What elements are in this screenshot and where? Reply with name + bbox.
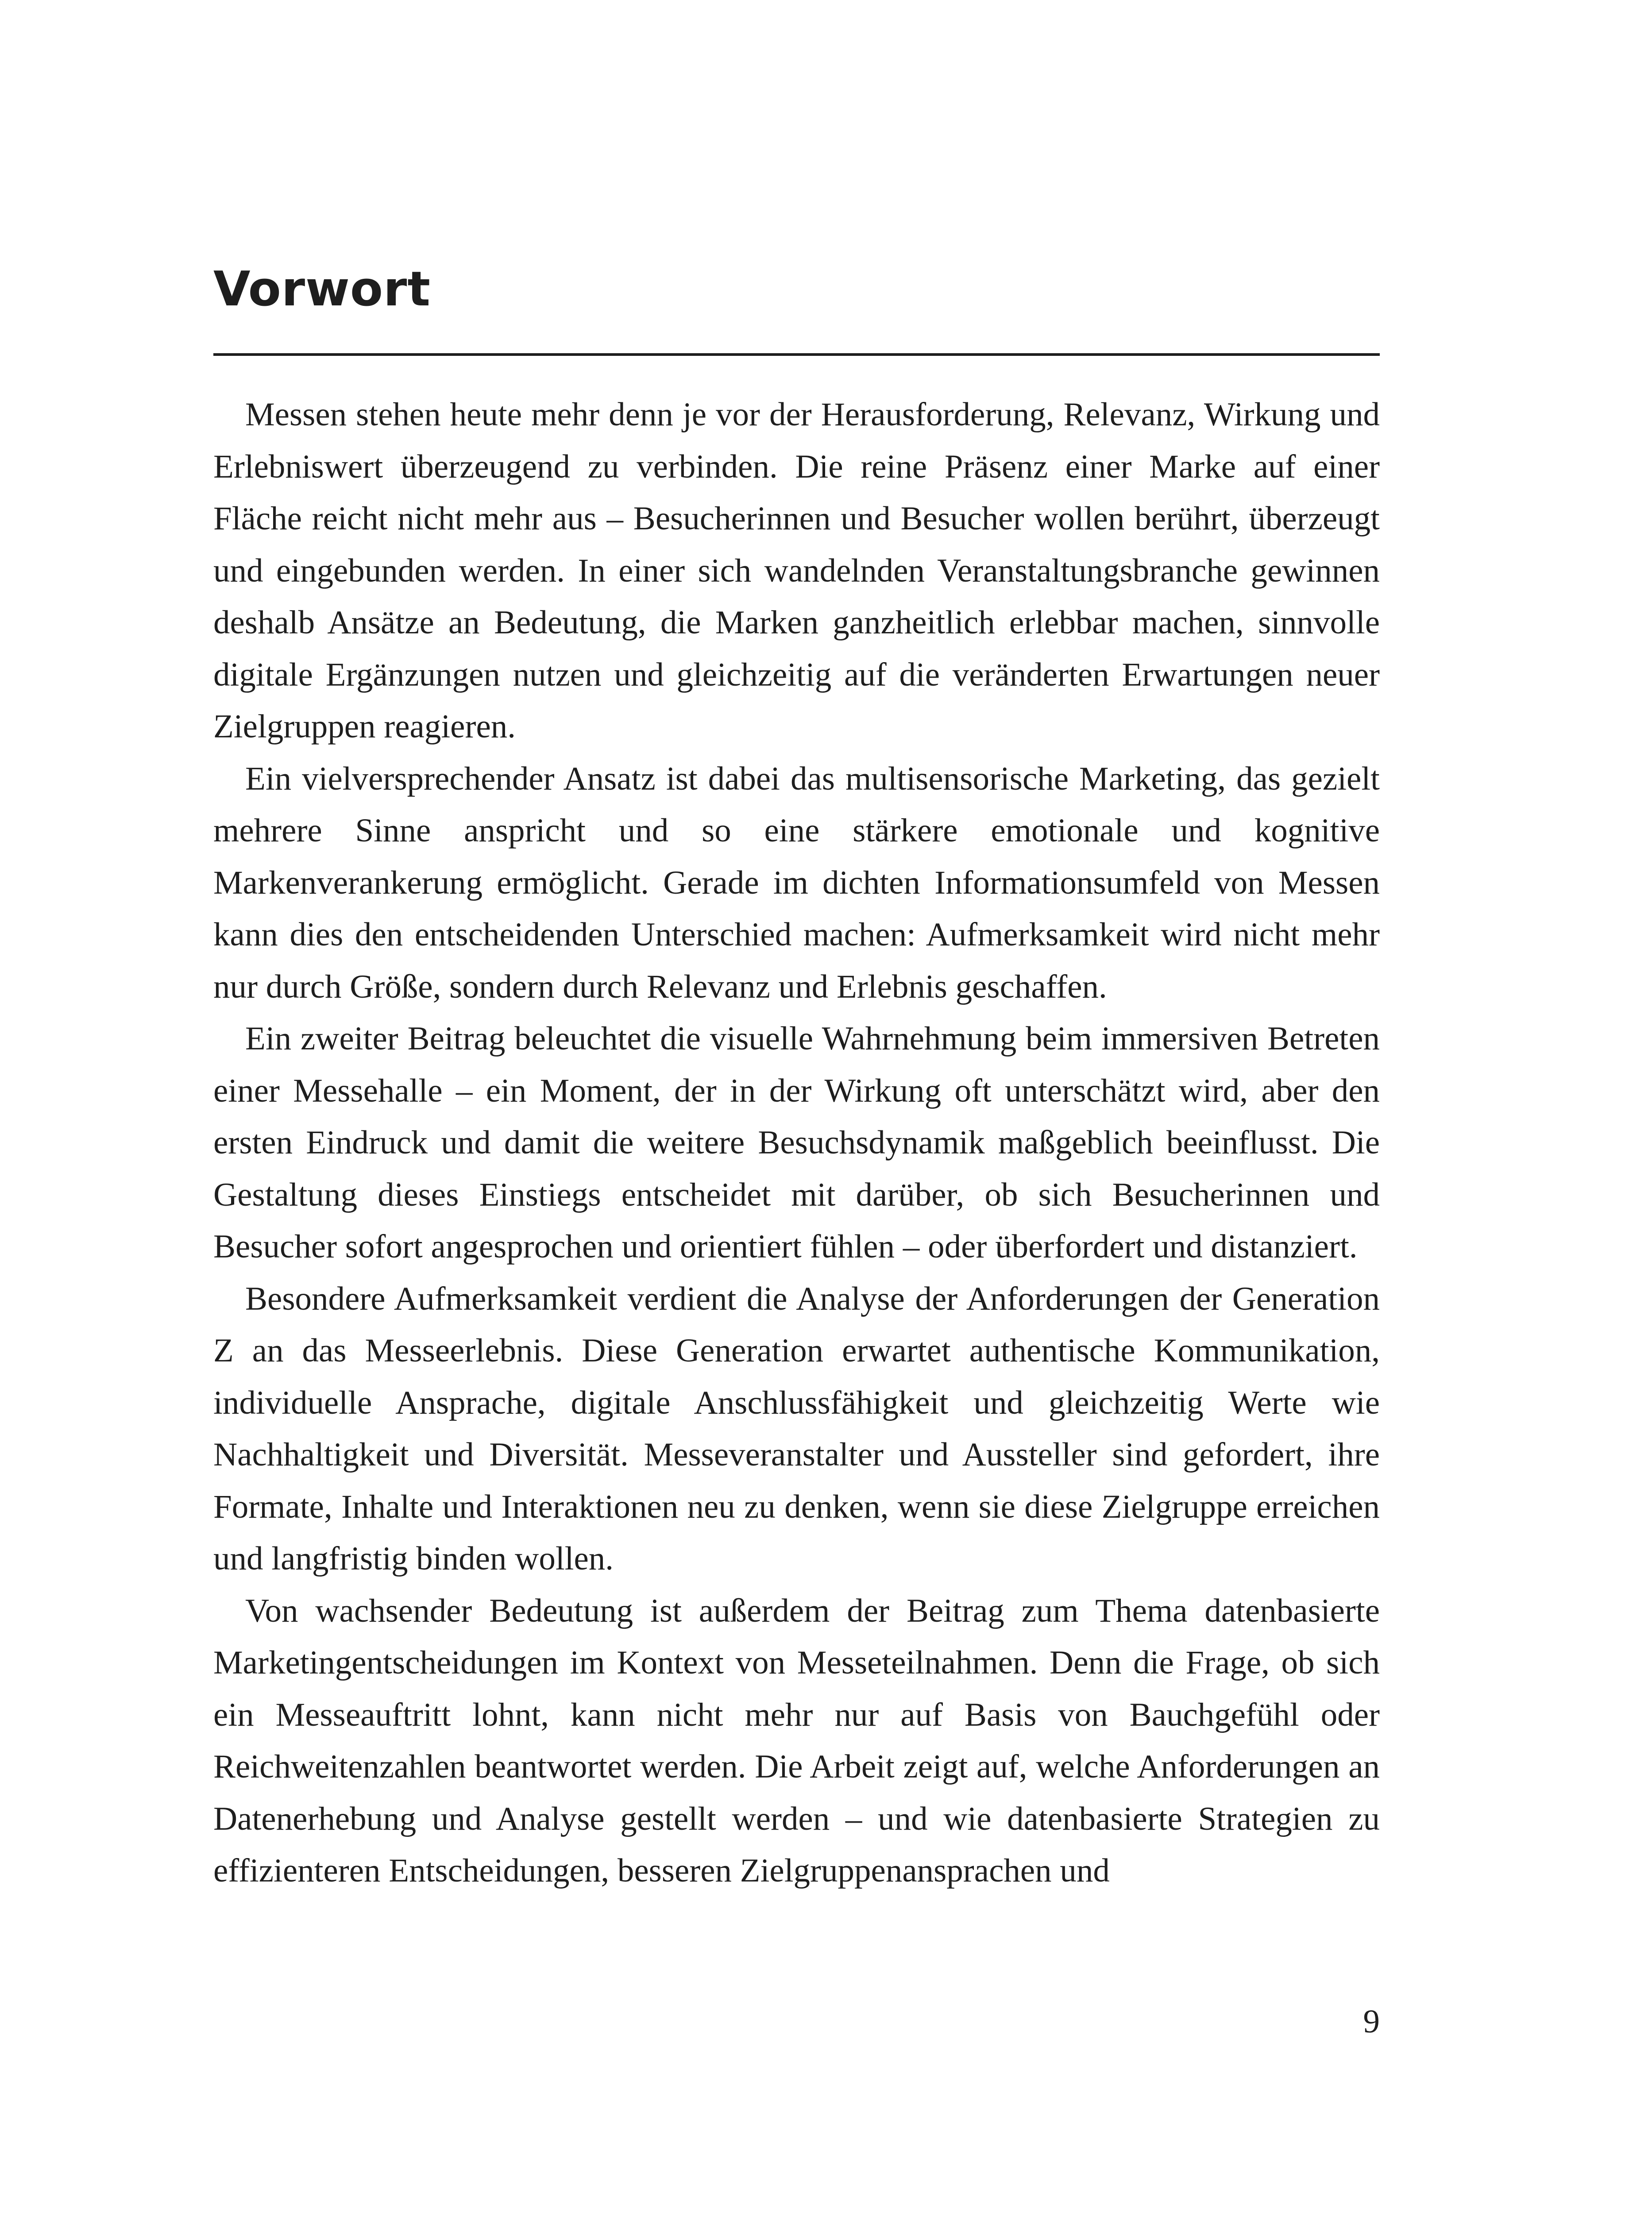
page-number: 9: [1363, 2003, 1380, 2040]
paragraph-5: Von wachsender Bedeutung ist außerdem der Beitrag zum Thema datenbasierte Marketingentscheidungen im Kontext von Messeteilnahmen. Denn die Frage, ob sich ein Messeauftritt lohnt, kann nicht mehr nur auf Basis von Bauchgefühl oder Reichweitenzahlen beantwortet werden. Die Arbeit zeigt auf, welche Anforderungen an Datenerhebung und Analyse gestellt werden – und wie datenbasierte Strategien zu effizienteren Entscheidungen, besseren Zielgruppenansprachen und: [213, 1592, 1380, 1889]
chapter-title: Vorwort: [213, 262, 431, 317]
title-underline-rule: [213, 353, 1380, 356]
paragraph-4: Besondere Aufmerksamkeit verdient die Analyse der Anforderungen der Generation Z an das Messeerlebnis. Diese Generation erwartet authentische Kommunikation, individuelle Ansprache, digitale Anschlussfähigkeit und gleichzeitig Werte wie Nachhaltigkeit und Diversität. Messeveranstalter und Aussteller sind gefordert, ihre Formate, Inhalte und Interaktionen neu zu denken, wenn sie diese Zielgruppe erreichen und langfristig binden wollen.: [213, 1280, 1380, 1577]
body-text: [213, 389, 1380, 1897]
paragraph-1: Messen stehen heute mehr denn je vor der Herausforderung, Relevanz, Wirkung und Erlebniswert überzeugend zu verbinden. Die reine Präsenz einer Marke auf einer Fläche reicht nicht mehr aus – Besucherinnen und Besucher wollen berührt, überzeugt und eingebunden werden. In einer sich wandelnden Veranstaltungsbranche gewinnen deshalb Ansätze an Bedeutung, die Marken ganzheitlich erlebbar machen, sinnvolle digitale Ergänzungen nutzen und gleichzeitig auf die veränderten Erwartungen neuer Zielgruppen reagieren.: [213, 396, 1380, 745]
paragraph-3: Ein zweiter Beitrag beleuchtet die visuelle Wahrnehmung beim immersiven Betreten einer Messehalle – ein Moment, der in der Wirkung oft unterschätzt wird, aber den ersten Eindruck und damit die weitere Besuchsdynamik maßgeblich beeinflusst. Die Gestaltung dieses Einstiegs entscheidet mit darüber, ob sich Besucherinnen und Besucher sofort angesprochen und orientiert fühlen – oder überfordert und distanziert.: [213, 1020, 1380, 1265]
paragraph-2: Ein vielversprechender Ansatz ist dabei das multisensorische Marketing, das gezielt mehrere Sinne anspricht und so eine stärkere emotionale und kognitive Markenverankerung ermöglicht. Gerade im dichten Informationsumfeld von Messen kann dies den entscheidenden Unterschied machen: Aufmerksamkeit wird nicht mehr nur durch Größe, sondern durch Relevanz und Erlebnis geschaffen.: [213, 760, 1380, 1005]
